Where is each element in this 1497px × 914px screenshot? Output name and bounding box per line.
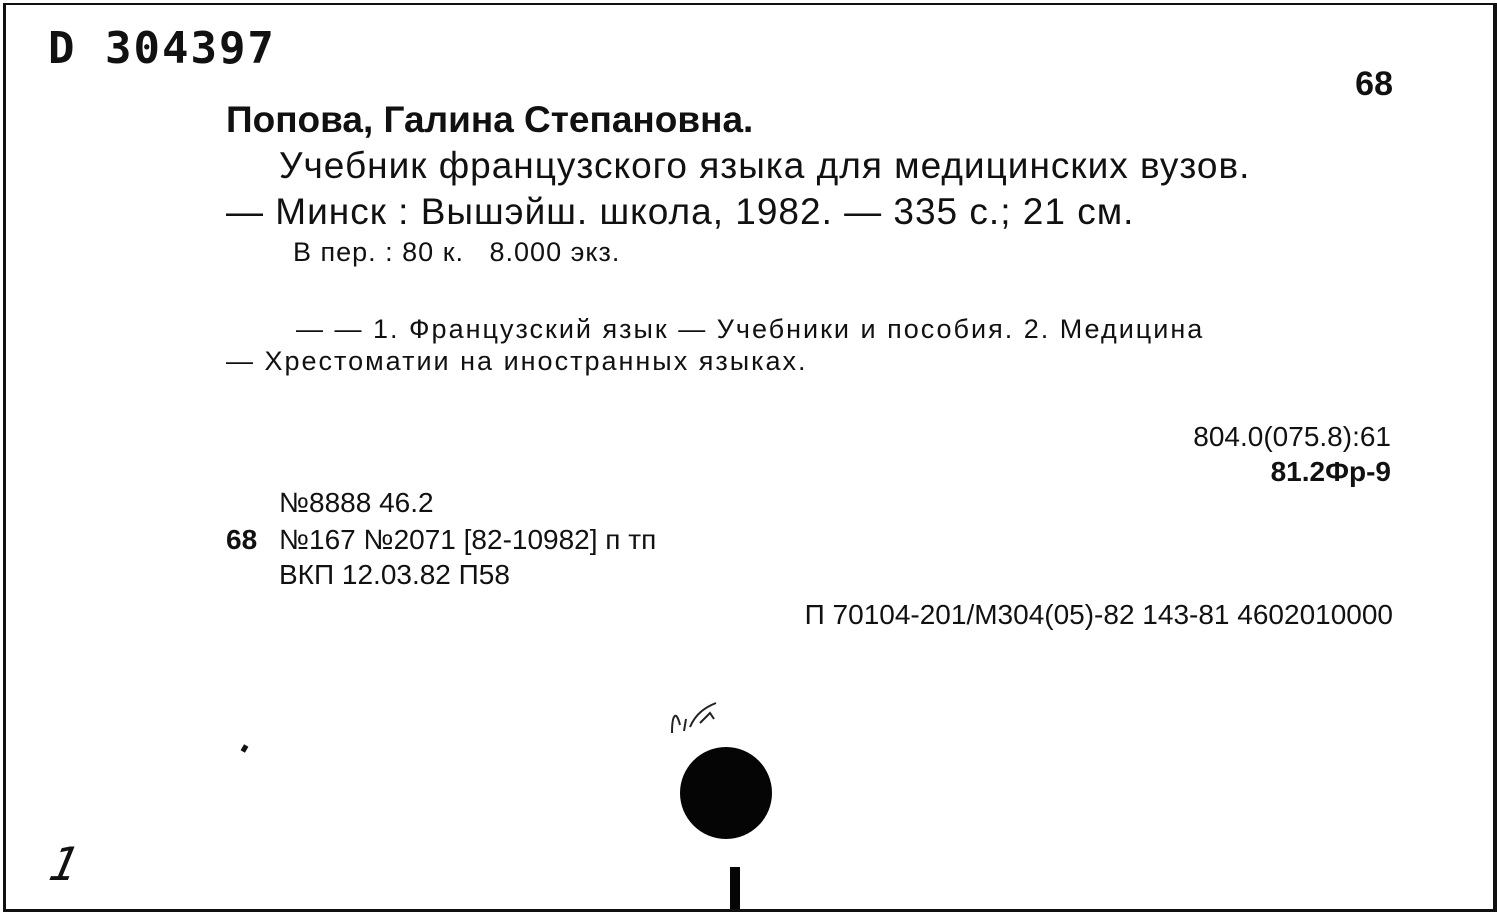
- stat-line-2: №167 №2071 [82-10982] п тп: [279, 524, 657, 555]
- handwritten-mark: 1: [44, 837, 84, 891]
- catalog-card: [3, 3, 1497, 912]
- punch-hole: [680, 747, 772, 839]
- subjects-line-1: — — 1. Французский язык — Учебники и пособия. 2. Медицина: [296, 314, 1205, 344]
- speck-mark: [241, 744, 249, 753]
- stat-prefix: 68: [226, 524, 258, 555]
- price-code: П 70104-201/М304(05)-82 143-81 4602010000: [804, 599, 1393, 630]
- subjects-line-2: — Хрестоматии на иностранных языках.: [226, 346, 808, 376]
- pencil-scribble: [666, 695, 736, 745]
- stat-line-1: №8888 46.2: [279, 487, 434, 518]
- inventory-number: D 304397: [48, 23, 276, 74]
- title-line-2: — Минск : Вышэйш. школа, 1982. — 335 с.; 21 см.: [226, 191, 1135, 232]
- shelf-mark: 68: [1355, 65, 1393, 103]
- author-heading: Попова, Галина Степановна.: [226, 99, 754, 140]
- udc-index: 804.0(075.8):61: [1193, 421, 1391, 452]
- stat-line-3: ВКП 12.03.82 П58: [279, 559, 510, 590]
- title-line-1: Учебник французского языка для медицинских вузов.: [279, 145, 1251, 186]
- bbk-index: 81.2Фр-9: [1270, 456, 1391, 487]
- price-line: В пер. : 80 к. 8.000 экз.: [293, 237, 621, 267]
- bottom-notch: [730, 867, 740, 909]
